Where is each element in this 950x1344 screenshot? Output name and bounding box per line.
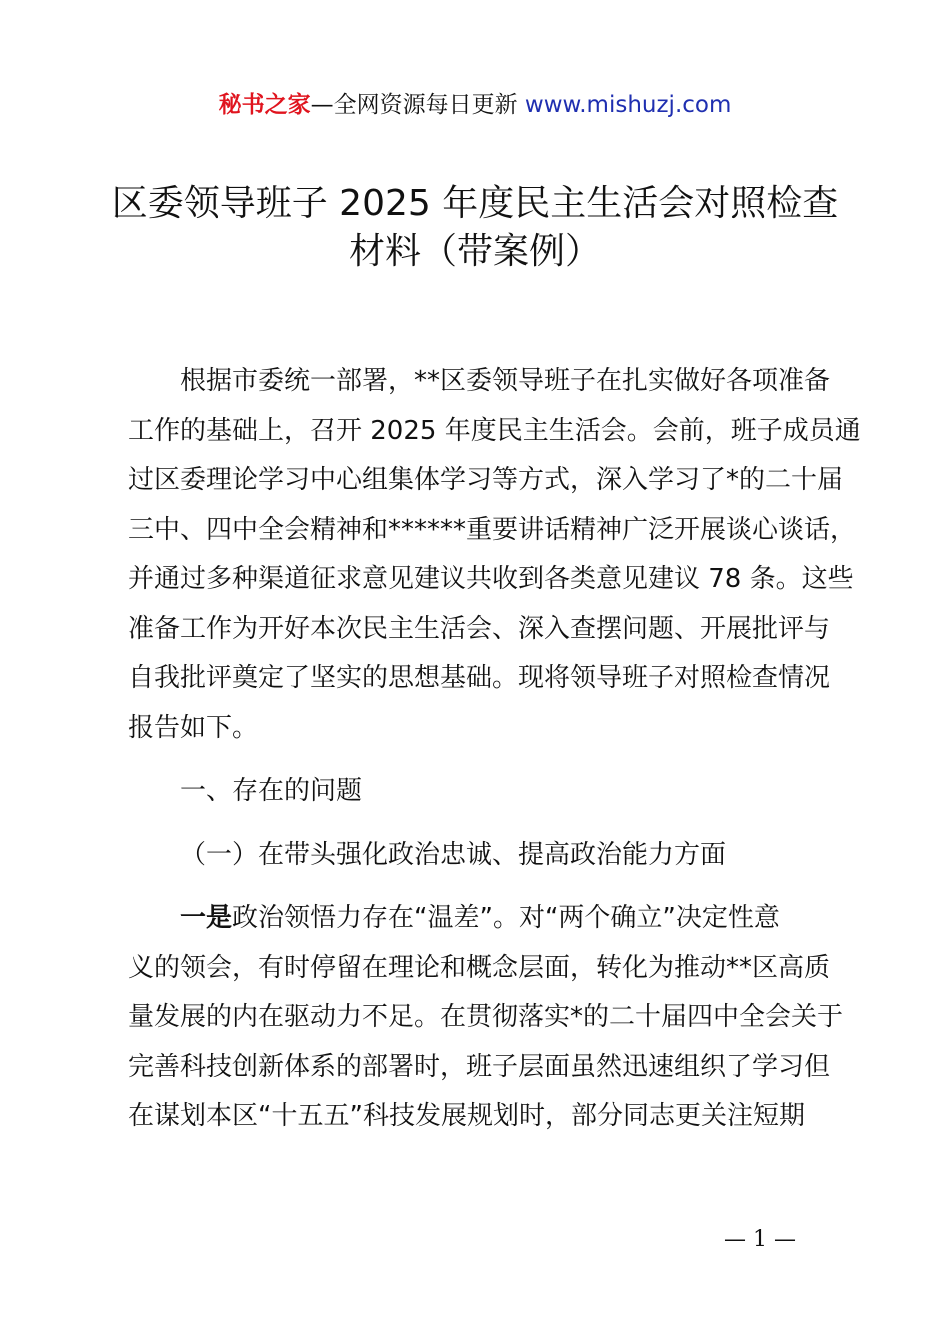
- paragraph-line: 在谋划本区“十五五”科技发展规划时，部分同志更关注短期: [128, 1101, 805, 1131]
- paragraph-line: 自我批评奠定了坚实的思想基础。现将领导班子对照检查情况: [128, 663, 831, 693]
- header-slogan: —全网资源每日更新: [310, 92, 525, 118]
- paragraph-line: 工作的基础上，召开 2025 年度民主生活会。会前，班子成员通: [128, 415, 861, 446]
- title-line-2: 材料（带案例）: [348, 231, 601, 272]
- title-line-1: 区委领导班子 2025 年度民主生活会对照检查: [111, 183, 839, 224]
- subsection-heading: （一）在带头强化政治忠诚、提高政治能力方面: [180, 839, 727, 870]
- section-heading: 一、存在的问题: [180, 776, 363, 806]
- paragraph-line: 过区委理论学习中心组集体学习等方式，深入学习了*的二十届: [128, 465, 844, 495]
- spacer: [128, 817, 838, 831]
- paragraph-line: [128, 894, 838, 944]
- paragraph-line: 义的领会，有时停留在理论和概念层面，转化为推动**区高质: [128, 952, 831, 983]
- brand-name: 秘书之家: [218, 92, 311, 118]
- site-header-banner: [0, 88, 950, 122]
- spacer: [128, 753, 838, 767]
- point-label: 一是: [180, 903, 233, 933]
- paragraph-line: 并通过多种渠道征求意见建议共收到各类意见建议 78 条。这些: [128, 564, 854, 594]
- document-body: [128, 357, 861, 1142]
- point-paragraph: [128, 894, 844, 1142]
- site-url-link[interactable]: www.mishuzj.com: [524, 92, 732, 118]
- document-title: [90, 180, 860, 276]
- intro-paragraph: [128, 357, 861, 753]
- paragraph-line: 报告如下。: [128, 712, 259, 743]
- paragraph-line: 三中、四中全会精神和******重要讲话精神广泛开展谈心谈话，: [128, 514, 857, 545]
- paragraph-line: 完善科技创新体系的部署时，班子层面虽然迅速组织了学习但: [128, 1051, 831, 1082]
- page-number: — 1 —: [724, 1227, 796, 1252]
- paragraph-line: 准备工作为开好本次民主生活会、深入查摆问题、开展批评与: [128, 613, 831, 644]
- spacer: [128, 880, 838, 894]
- paragraph-line: 量发展的内在驱动力不足。在贯彻落实*的二十届四中全会关于: [128, 1002, 844, 1032]
- point-text: 政治领悟力存在“温差”。对“两个确立”决定性意: [232, 903, 780, 933]
- paragraph-line: 根据市委统一部署，**区委领导班子在扎实做好各项准备: [180, 366, 831, 396]
